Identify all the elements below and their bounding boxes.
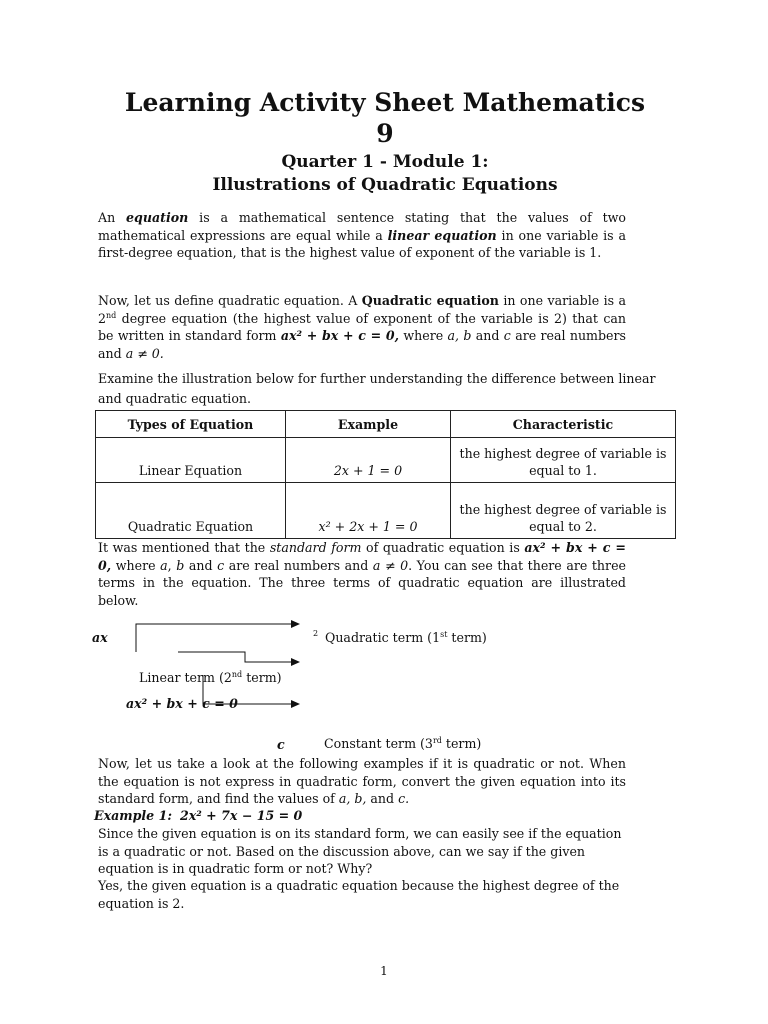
paragraph-illustration-intro: Examine the illustration below for further understanding the difference between linear and quadratic equation. bbox=[98, 371, 656, 406]
example-label: Example 1: bbox=[94, 808, 172, 823]
linear-term-arrow bbox=[178, 652, 292, 662]
module-subtitle: Quarter 1 - Module 1: bbox=[281, 152, 489, 172]
paragraph-examples-intro: Now, let us take a look at the following examples if it is quadratic or not. When the equation is not express in quadratic form, convert the given equation into its standard form, and find the values of a, b, and c. bbox=[98, 756, 626, 807]
table-header: Example bbox=[286, 411, 451, 438]
table-cell-characteristic: the highest degree of variable is equal to 1. bbox=[451, 438, 676, 483]
standard-form-equation: ax² + bx + c = 0 bbox=[126, 696, 238, 711]
paragraph-example-answer: Yes, the given equation is a quadratic equation because the highest degree of the equation is 2. bbox=[98, 878, 620, 911]
paragraph-equation-definition: An equation is a mathematical sentence stating that the values of two mathematical expressions are equal while a linear equation in one variable is a first-degree equation, that is the highest value of exponent of the variable is 1. bbox=[98, 210, 626, 261]
example-1 bbox=[94, 808, 302, 823]
table-cell-characteristic: the highest degree of variable is equal to 2. bbox=[451, 483, 676, 539]
paragraph-quadratic-definition: Now, let us define quadratic equation. A Quadratic equation in one variable is a 2nd degree equation (the highest value of exponent of the variable is 2) that can be written in standard form ax² + bx + c = 0, where a, b and c are real numbers and a ≠ 0. bbox=[98, 293, 626, 361]
table-cell-type: Linear Equation bbox=[96, 438, 286, 483]
table-cell-example: x² + 2x + 1 = 0 bbox=[286, 483, 451, 539]
quadratic-term-arrow bbox=[136, 624, 292, 652]
arrowhead-icon bbox=[291, 700, 300, 708]
page-title-line1: Learning Activity Sheet Mathematics bbox=[124, 88, 646, 117]
exponent-label: 2 bbox=[313, 629, 319, 638]
table-row bbox=[96, 483, 676, 539]
page-title-line2: 9 bbox=[376, 119, 394, 148]
ax-label: ax bbox=[92, 630, 108, 645]
constant-term-label: Constant term (3rd term) bbox=[324, 736, 482, 751]
table-header-row bbox=[96, 411, 676, 438]
arrowhead-icon bbox=[291, 658, 300, 666]
equation-types-table bbox=[95, 410, 676, 539]
linear-term-label: Linear term (2nd term) bbox=[139, 670, 282, 685]
table-cell-example: 2x + 1 = 0 bbox=[286, 438, 451, 483]
table-header: Characteristic bbox=[451, 411, 676, 438]
quadratic-term-label: Quadratic term (1st term) bbox=[325, 630, 487, 645]
paragraph-example-discussion: Since the given equation is on its standard form, we can easily see if the equation is a quadratic or not. Based on the discussion above, can we say if the given equation is in quadratic form or not? Why? bbox=[98, 826, 622, 877]
arrowhead-icon bbox=[291, 620, 300, 628]
module-topic: Illustrations of Quadratic Equations bbox=[212, 175, 558, 195]
example-equation: 2x² + 7x − 15 = 0 bbox=[180, 808, 303, 823]
c-label: c bbox=[277, 737, 285, 752]
table-row bbox=[96, 438, 676, 483]
page-number: 1 bbox=[380, 964, 388, 978]
paragraph-standard-form: It was mentioned that the standard form of quadratic equation is ax² + bx + c = 0, where a, b and c are real numbers and a ≠ 0. You can see that there are three terms in the equation. The three terms of quadratic equation are illustrated below. bbox=[98, 540, 626, 608]
table-header: Types of Equation bbox=[96, 411, 286, 438]
table-cell-type: Quadratic Equation bbox=[96, 483, 286, 539]
